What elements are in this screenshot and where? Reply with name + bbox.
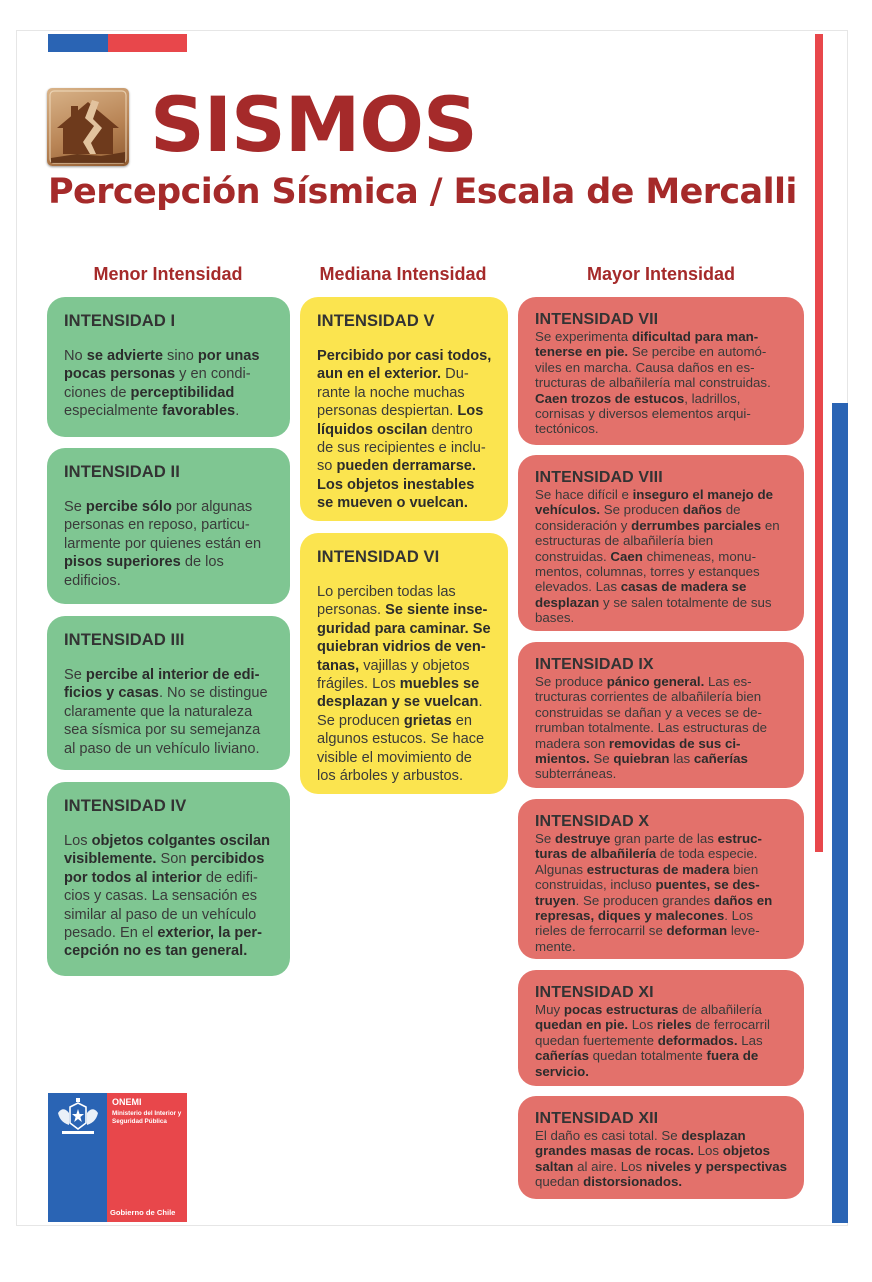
intensity-description: Muy pocas estructuras de albañilería quedan en pie. Los rieles de ferrocarril quedan fuertemente deformados. Las cañerías quedan totalmente fuera de servicio. xyxy=(535,1002,770,1079)
intensity-card-8 xyxy=(518,455,804,631)
flag-stripe-blue xyxy=(48,34,108,52)
intensity-description: Se percibe al interior de edificios y casas. No se distingue claramente que la naturaleza sea sísmica por su semejanza al paso de un vehículo liviano. xyxy=(64,667,268,757)
intensity-description: Se percibe sólo por algunas personas en reposo, particularmente por quienes están en pisos superiores de los edificios. xyxy=(64,499,262,589)
intensity-description: Lo perciben todas las personas. Se siente inseguridad para caminar. Se quiebran vidrios de ventanas, vajillas y objetos frágiles. Los muebles se desplazan y se vuelcan. Se producen grietas en algunos estucos. Se hace visible el movimiento de los árboles y arbustos. xyxy=(317,584,491,785)
onemi-ministry: Ministerio del Interior y Seguridad Pública xyxy=(112,1110,182,1125)
column-heading-mayor: Mayor Intensidad xyxy=(586,264,736,284)
intensity-card-9 xyxy=(518,642,804,788)
intensity-description: Se hace difícil e inseguro el manejo de vehículos. Se producen daños de consideración y derrumbes parciales en estructuras de albañilería bien construidas. Caen chimeneas, monumentos, columnas, torres y estanques elevados. Las casas de madera se desplazan y se salen totalmente de sus bases. xyxy=(535,487,780,626)
intensity-title: INTENSIDAD IV xyxy=(64,797,187,815)
intensity-description: El daño es casi total. Se desplazan grandes masas de rocas. Los objetos saltan al aire. Los niveles y perspectivas quedan distorsionados. xyxy=(535,1128,788,1190)
intensity-title: INTENSIDAD VII xyxy=(535,311,659,328)
intensity-card-3 xyxy=(47,616,290,770)
intensity-title: INTENSIDAD VIII xyxy=(535,469,663,486)
intensity-description: Se destruye gran parte de las estructuras de albañilería de toda especie. Algunas estructuras de madera bien construidas, incluso puentes, se destruyen. Se producen grandes daños en represas, diques y malecones. Los rieles de ferrocarril se deforman levemente. xyxy=(535,831,773,954)
intensity-title: INTENSIDAD X xyxy=(535,813,650,830)
intensity-card-4 xyxy=(47,782,290,976)
cracked-house-icon xyxy=(47,88,129,166)
side-bar-red xyxy=(815,34,823,852)
intensity-description: No se advierte sino por unas pocas personas y en condiciones de perceptibilidad especialmente favorables. xyxy=(64,348,260,420)
intensity-card-5 xyxy=(300,297,508,521)
onemi-name: ONEMI xyxy=(112,1097,142,1107)
page-title: SISMOS xyxy=(150,80,477,169)
column-heading-menor: Menor Intensidad xyxy=(93,264,243,284)
onemi-government: Gobierno de Chile xyxy=(110,1208,176,1217)
intensity-title: INTENSIDAD II xyxy=(64,463,180,481)
column-heading-mediana: Mediana Intensidad xyxy=(319,264,487,284)
intensity-card-10 xyxy=(518,799,804,959)
intensity-card-1 xyxy=(47,297,290,437)
flag-stripe-red xyxy=(108,34,187,52)
intensity-title: INTENSIDAD III xyxy=(64,631,185,649)
chile-coat-of-arms-icon xyxy=(52,1097,104,1137)
page-subtitle: Percepción Sísmica / Escala de Mercalli xyxy=(48,172,797,212)
intensity-title: INTENSIDAD I xyxy=(64,312,176,330)
intensity-card-11 xyxy=(518,970,804,1086)
side-bar-blue xyxy=(832,403,848,1223)
intensity-title: INTENSIDAD XI xyxy=(535,984,654,1001)
intensity-description: Percibido por casi todos, aun en el exterior. Durante la noche muchas personas despiertan. Los líquidos oscilan dentro de sus recipientes e incluso pueden derramarse. Los objetos inestables se mueven o vuelcan. xyxy=(317,348,492,512)
intensity-title: INTENSIDAD IX xyxy=(535,656,654,673)
intensity-description: Los objetos colgantes oscilan visiblemente. Son percibidos por todos al interior de edificios y casas. La sensación es similar al paso de un vehículo pesado. En el exterior, la percepción no es tan general. xyxy=(64,833,271,960)
intensity-card-12 xyxy=(518,1096,804,1199)
intensity-description: Se experimenta dificultad para mantenerse en pie. Se percibe en automóviles en marcha. Causa daños en estructuras de albañilería mal construidas. Caen trozos de estucos, ladrillos, cornisas y diversos elementos arquitectónicos. xyxy=(535,329,771,437)
intensity-title: INTENSIDAD XII xyxy=(535,1110,659,1127)
intensity-card-6 xyxy=(300,533,508,794)
intensity-title: INTENSIDAD V xyxy=(317,312,435,330)
intensity-description: Se produce pánico general. Las estructuras corrientes de albañilería bien construidas se dañan y a veces se derrumban totalmente. Las estructuras de madera son removidas de sus cimientos. Se quiebran las cañerías subterráneas. xyxy=(535,674,768,782)
intensity-card-7 xyxy=(518,297,804,445)
intensity-card-2 xyxy=(47,448,290,604)
intensity-title: INTENSIDAD VI xyxy=(317,548,440,566)
